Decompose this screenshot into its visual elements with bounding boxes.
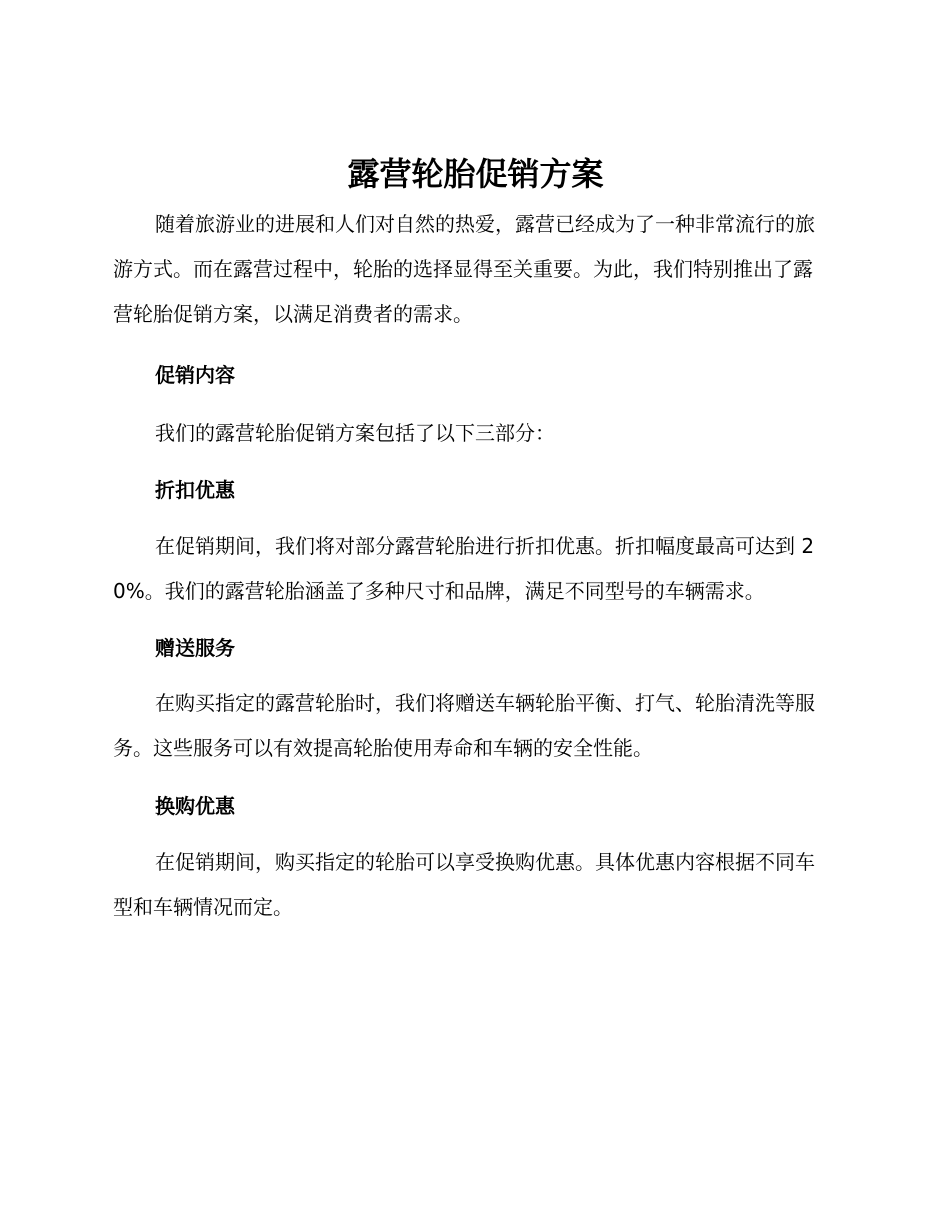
section-heading-promotion-content: 促销内容 bbox=[155, 363, 235, 387]
document-title: 露营轮胎促销方案 bbox=[347, 155, 604, 193]
section-heading-free-service: 赠送服务 bbox=[155, 636, 235, 660]
section-heading-discount: 折扣优惠 bbox=[155, 478, 235, 502]
intro-paragraph: 随着旅游业的进展和人们对自然的热爱，露营已经成为了一种非常流行的旅游方式。而在露营过程中，轮胎的选择显得至关重要。为此，我们特别推出了露营轮胎促销方案，以满足消费者的需求。 bbox=[113, 212, 815, 326]
section-body-free-service: 在购买指定的露营轮胎时，我们将赠送车辆轮胎平衡、打气、轮胎清洗等服务。这些服务可以有效提高轮胎使用寿命和车辆的安全性能。 bbox=[113, 691, 815, 760]
section-heading-trade-in: 换购优惠 bbox=[155, 794, 235, 818]
section-body-promotion-content: 我们的露营轮胎促销方案包括了以下三部分： bbox=[155, 421, 555, 445]
section-body-trade-in: 在促销期间，购买指定的轮胎可以享受换购优惠。具体优惠内容根据不同车型和车辆情况而定。 bbox=[113, 850, 815, 919]
section-body-discount: 在促销期间，我们将对部分露营轮胎进行折扣优惠。折扣幅度最高可达到 20%。我们的露营轮胎涵盖了多种尺寸和品牌，满足不同型号的车辆需求。 bbox=[113, 534, 815, 603]
